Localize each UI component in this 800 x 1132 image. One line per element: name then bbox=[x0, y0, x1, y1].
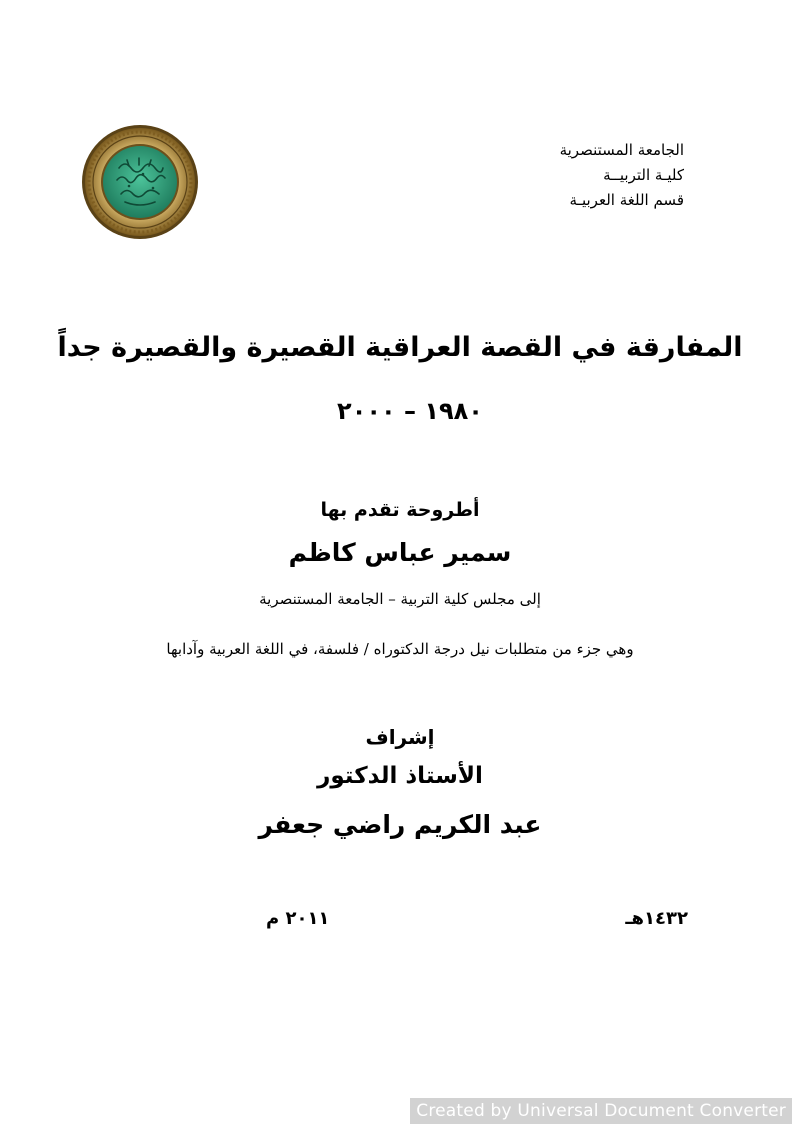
submitted-by-label: أطروحة تقدم بها bbox=[320, 499, 480, 521]
requirement-line: وهي جزء من متطلبات نيل درجة الدكتوراه / فلسفة، في اللغة العربية وآدابها bbox=[166, 640, 634, 658]
university-seal-icon bbox=[81, 124, 199, 240]
hijri-date: ١٤٣٢هـ bbox=[625, 908, 688, 929]
thesis-title: المفارقة في القصة العراقية القصيرة والقصيرة جداً bbox=[57, 332, 743, 363]
converter-watermark: Created by Universal Document Converter bbox=[410, 1098, 792, 1124]
institution-header bbox=[560, 138, 684, 213]
department-name: قسم اللغة العربيـة bbox=[569, 191, 684, 209]
supervision-label: إشراف bbox=[365, 725, 435, 749]
college-name: كليـة التربيــة bbox=[603, 166, 684, 184]
supervisor-name: عبد الكريم راضي جعفر bbox=[258, 810, 542, 839]
university-name: الجامعة المستنصرية bbox=[559, 141, 684, 159]
supervisor-title: الأستاذ الدكتور bbox=[317, 763, 483, 789]
council-line: إلى مجلس كلية التربية – الجامعة المستنصرية bbox=[259, 590, 541, 608]
thesis-years: ١٩٨٠ – ٢٠٠٠ bbox=[337, 397, 483, 425]
author-name: سمير عباس كاظم bbox=[288, 538, 512, 567]
gregorian-date: ٢٠١١ م bbox=[266, 908, 330, 929]
